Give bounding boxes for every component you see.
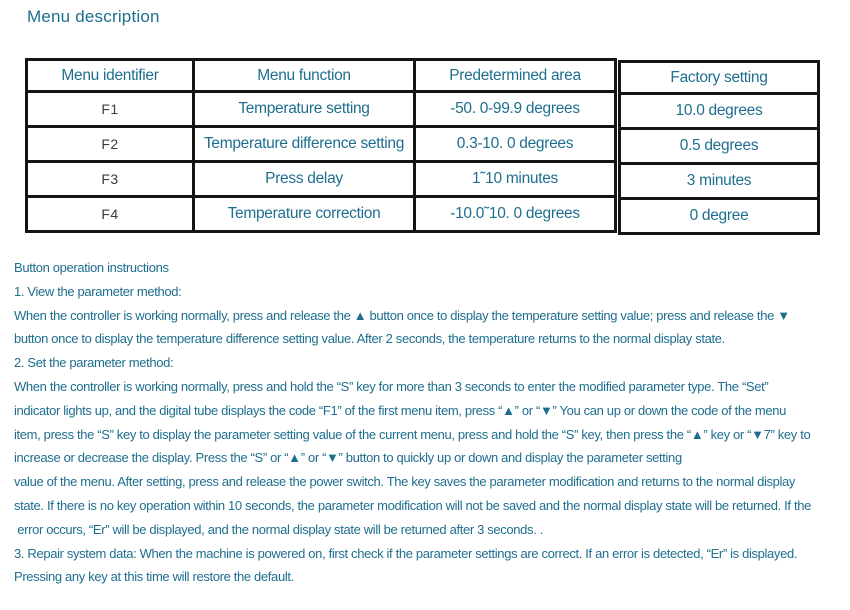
menu-table-main (25, 58, 617, 233)
instruction-line: 1. View the parameter method: (14, 283, 182, 299)
table-row-f4 (27, 197, 616, 232)
cell-factory-f4: 0 degree (620, 199, 819, 234)
header-predetermined-area: Predetermined area (415, 60, 616, 92)
cell-area-f3: 1˜10 minutes (415, 162, 616, 197)
table-row-f1 (27, 92, 616, 127)
instruction-line: 3. Repair system data: When the machine is powered on, first check if the parameter settings are correct. If an error is detected, “Er” is displayed. (14, 545, 798, 561)
cell-factory-f1: 10.0 degrees (620, 94, 819, 129)
menu-table-factory-column (618, 60, 820, 235)
cell-code-f1: F1 (27, 92, 194, 127)
table-row-f4-factory (620, 199, 819, 234)
cell-factory-f2: 0.5 degrees (620, 129, 819, 164)
page-title: Menu description (27, 7, 160, 26)
button-operation-instructions (14, 256, 850, 589)
instruction-line: Pressing any key at this time will restore the default. (14, 569, 294, 585)
header-menu-function: Menu function (194, 60, 415, 92)
instruction-line: button once to display the temperature difference setting value. After 2 seconds, the temperature returns to the normal display state. (14, 331, 725, 347)
cell-factory-f3: 3 minutes (620, 164, 819, 199)
header-factory-setting: Factory setting (620, 62, 819, 94)
instruction-line: When the controller is working normally, press and hold the “S” key for more than 3 seconds to enter the modified parameter type. The “Set” (14, 378, 769, 394)
table-row-f1-factory (620, 94, 819, 129)
instruction-line: error occurs, “Er” will be displayed, and the normal display state will be returned after 3 seconds. . (14, 521, 543, 537)
table-row-f2-factory (620, 129, 819, 164)
table-row-f3 (27, 162, 616, 197)
cell-function-f3: Press delay (194, 162, 415, 197)
table-header-row (620, 62, 819, 94)
cell-code-f2: F2 (27, 127, 194, 162)
header-menu-identifier: Menu identifier (27, 60, 194, 92)
instruction-line: When the controller is working normally, press and release the ▲ button once to display the temperature setting value; press and release the ▼ (14, 307, 790, 323)
instruction-line: item, press the “S” key to display the parameter setting value of the current menu, press and hold the “S” key, then press the “▲” key or “▼7” key to (14, 426, 811, 442)
cell-code-f4: F4 (27, 197, 194, 232)
cell-function-f2: Temperature difference setting (194, 127, 415, 162)
table-row-f3-factory (620, 164, 819, 199)
cell-area-f1: -50. 0-99.9 degrees (415, 92, 616, 127)
instruction-line: state. If there is no key operation within 10 seconds, the parameter modification will not be saved and the normal display state will be returned. If the (14, 497, 811, 513)
table-row-f2 (27, 127, 616, 162)
cell-area-f2: 0.3-10. 0 degrees (415, 127, 616, 162)
instruction-line: indicator lights up, and the digital tube displays the code “F1” of the first menu item, press “▲” or “▼” You can up or down the code of the menu (14, 402, 787, 418)
instruction-line: Button operation instructions (14, 260, 169, 275)
cell-function-f1: Temperature setting (194, 92, 415, 127)
cell-area-f4: -10.0˜10. 0 degrees (415, 197, 616, 232)
table-header-row (27, 60, 616, 92)
instruction-line: 2. Set the parameter method: (14, 355, 174, 371)
cell-function-f4: Temperature correction (194, 197, 415, 232)
instruction-line: increase or decrease the display. Press the “S” or “▲” or “▼” button to quickly up or down and display the parameter setting (14, 450, 682, 466)
instruction-line: value of the menu. After setting, press and release the power switch. The key saves the parameter modification and returns to the normal display (14, 474, 796, 490)
cell-code-f3: F3 (27, 162, 194, 197)
